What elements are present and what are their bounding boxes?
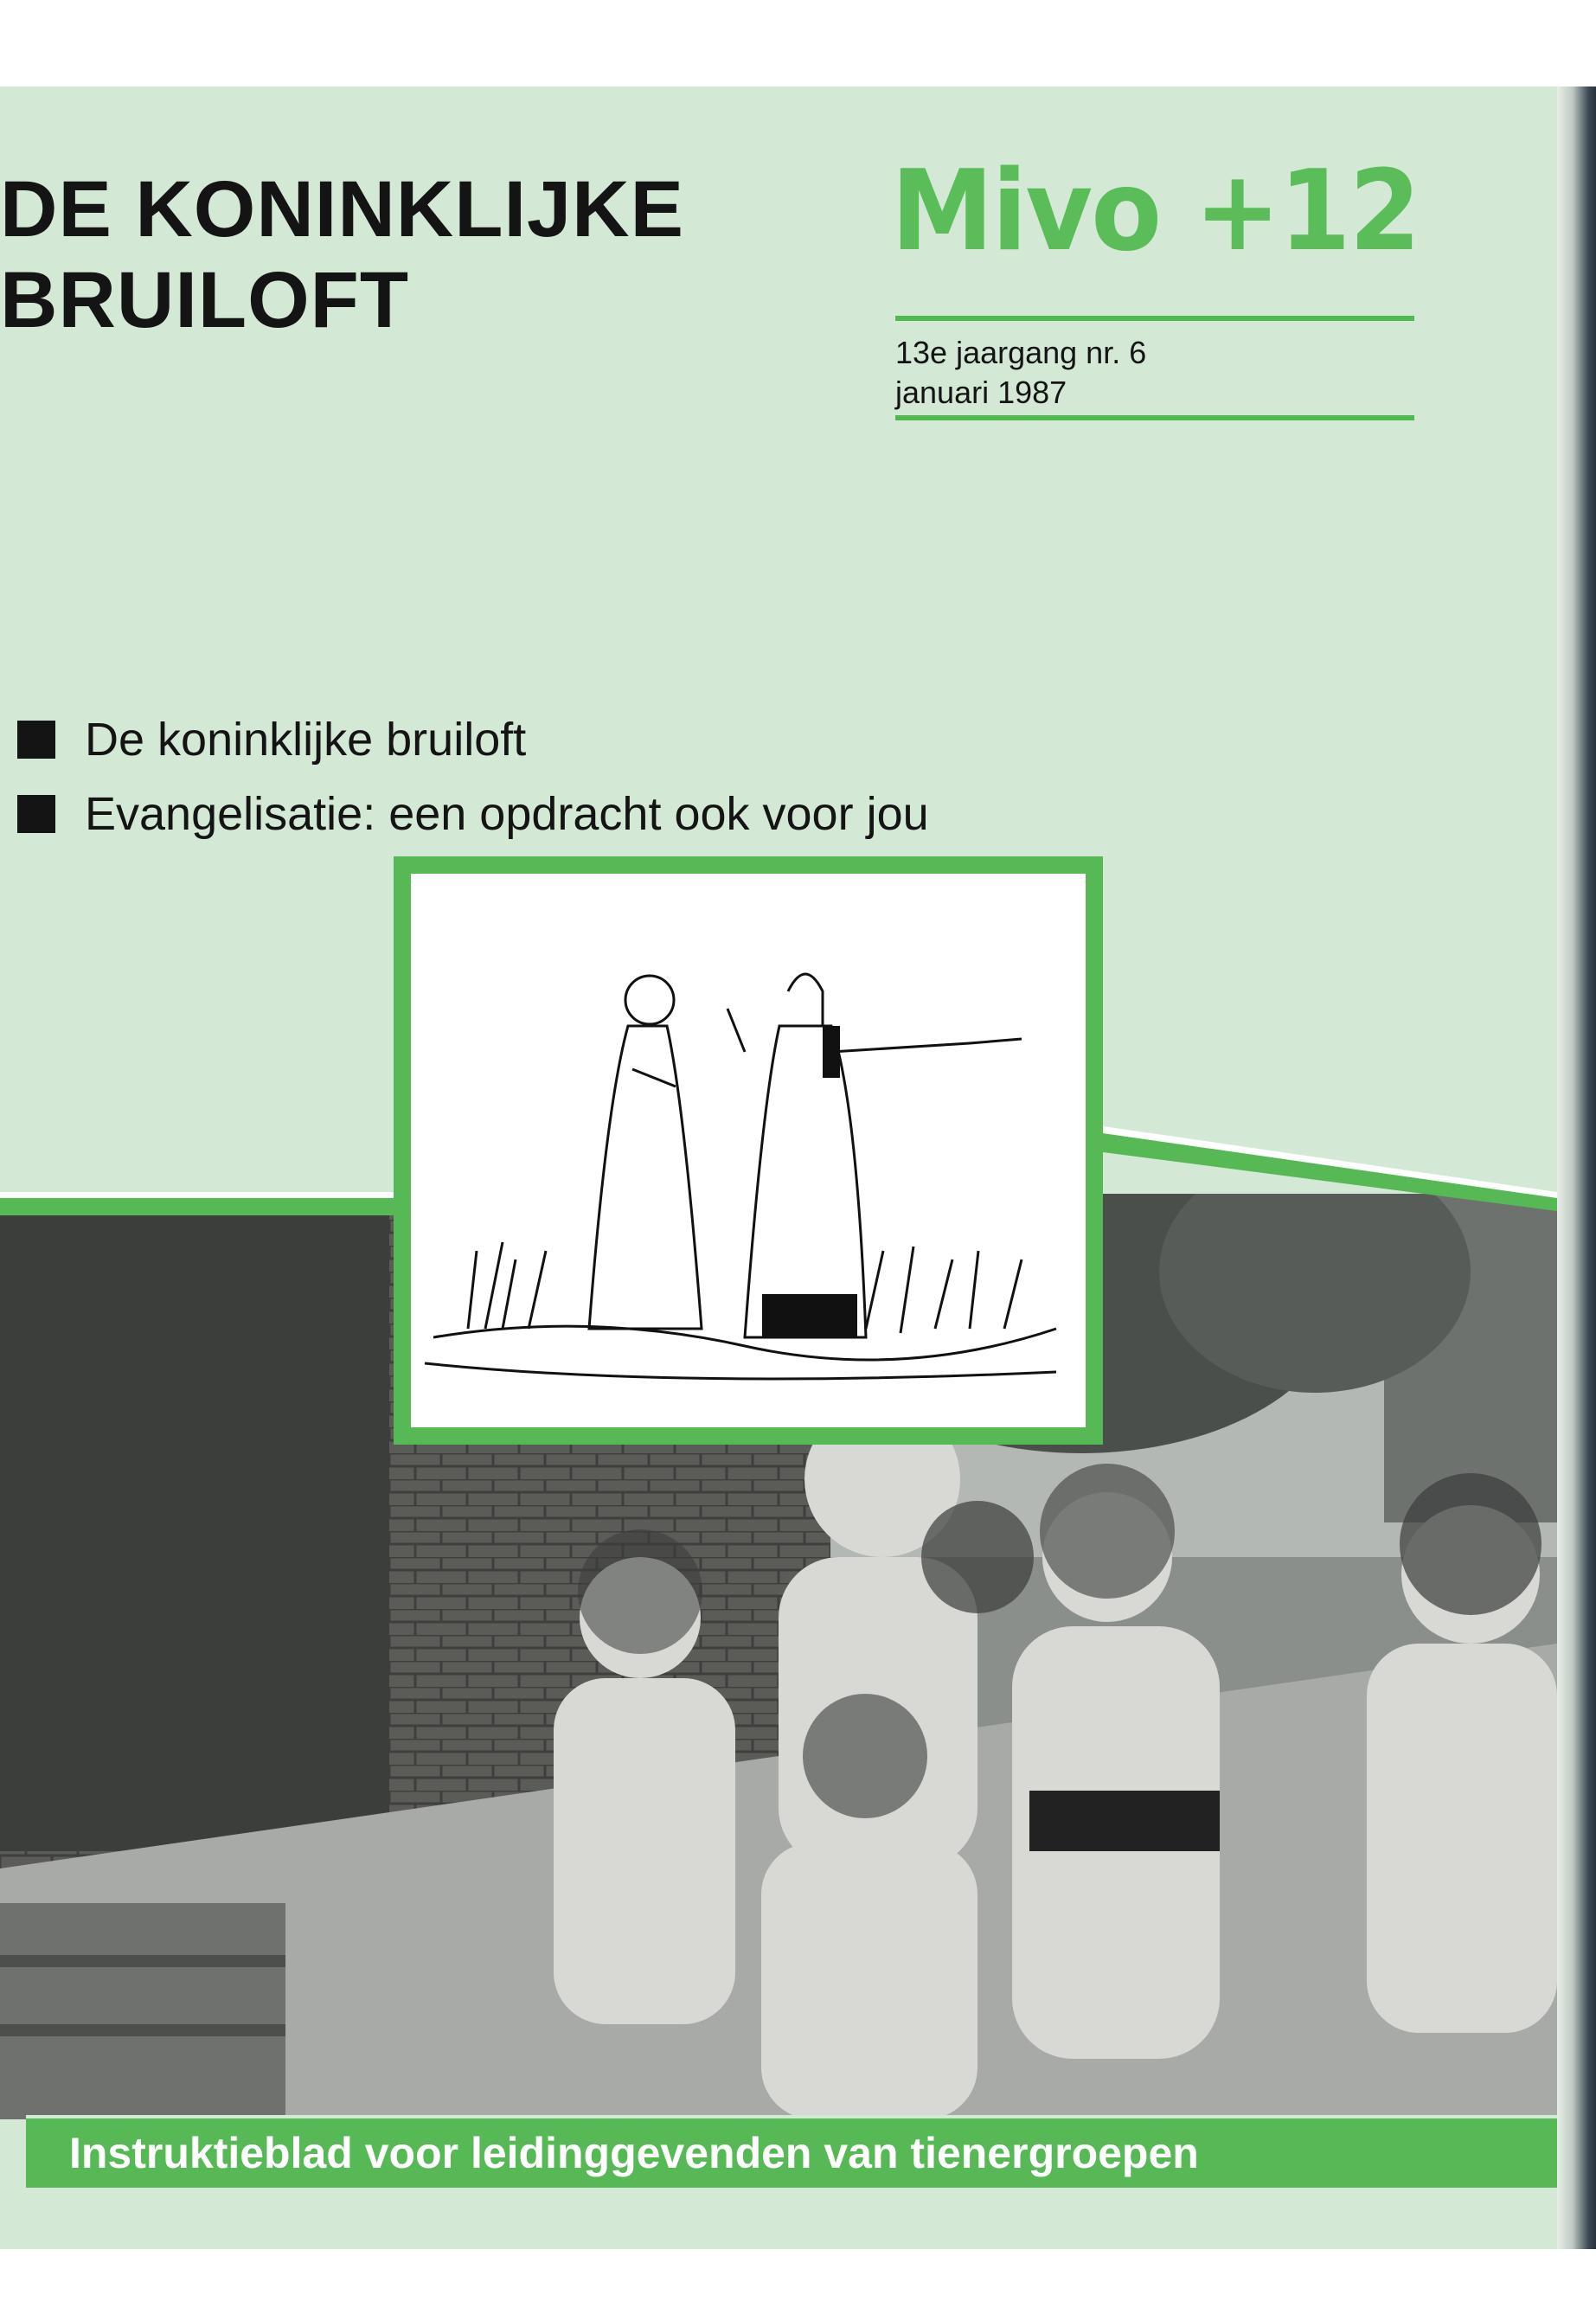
magazine-logo: Mivo +12 (891, 147, 1420, 276)
binding-edge (1557, 87, 1596, 2249)
toc-item (17, 702, 929, 777)
issue-volume: 13e jaargang nr. 6 (895, 335, 1147, 370)
issue-info (895, 333, 1146, 413)
cover-title (0, 164, 684, 346)
toc-item (17, 777, 929, 851)
illustration-panel (411, 874, 1086, 1427)
two-men-illustration (416, 879, 1080, 1422)
toc-item-label: Evangelisatie: een opdracht ook voor jou (85, 788, 929, 840)
footer-banner (26, 2115, 1557, 2188)
issue-rule-bottom (895, 415, 1414, 420)
table-of-contents (17, 702, 929, 851)
cover-title-line2: BRUILOFT (0, 256, 410, 344)
footer-tagline: Instruktieblad voor leidinggevenden van tienergroepen (69, 2129, 1199, 2177)
toc-item-label: De koninklijke bruiloft (85, 714, 527, 766)
illustration-frame (394, 856, 1103, 1445)
issue-rule-top (895, 316, 1414, 321)
issue-date: januari 1987 (895, 375, 1067, 410)
magazine-cover (0, 87, 1557, 2249)
square-bullet-icon (17, 795, 55, 833)
square-bullet-icon (17, 721, 55, 759)
cover-title-line1: DE KONINKLIJKE (0, 165, 684, 253)
